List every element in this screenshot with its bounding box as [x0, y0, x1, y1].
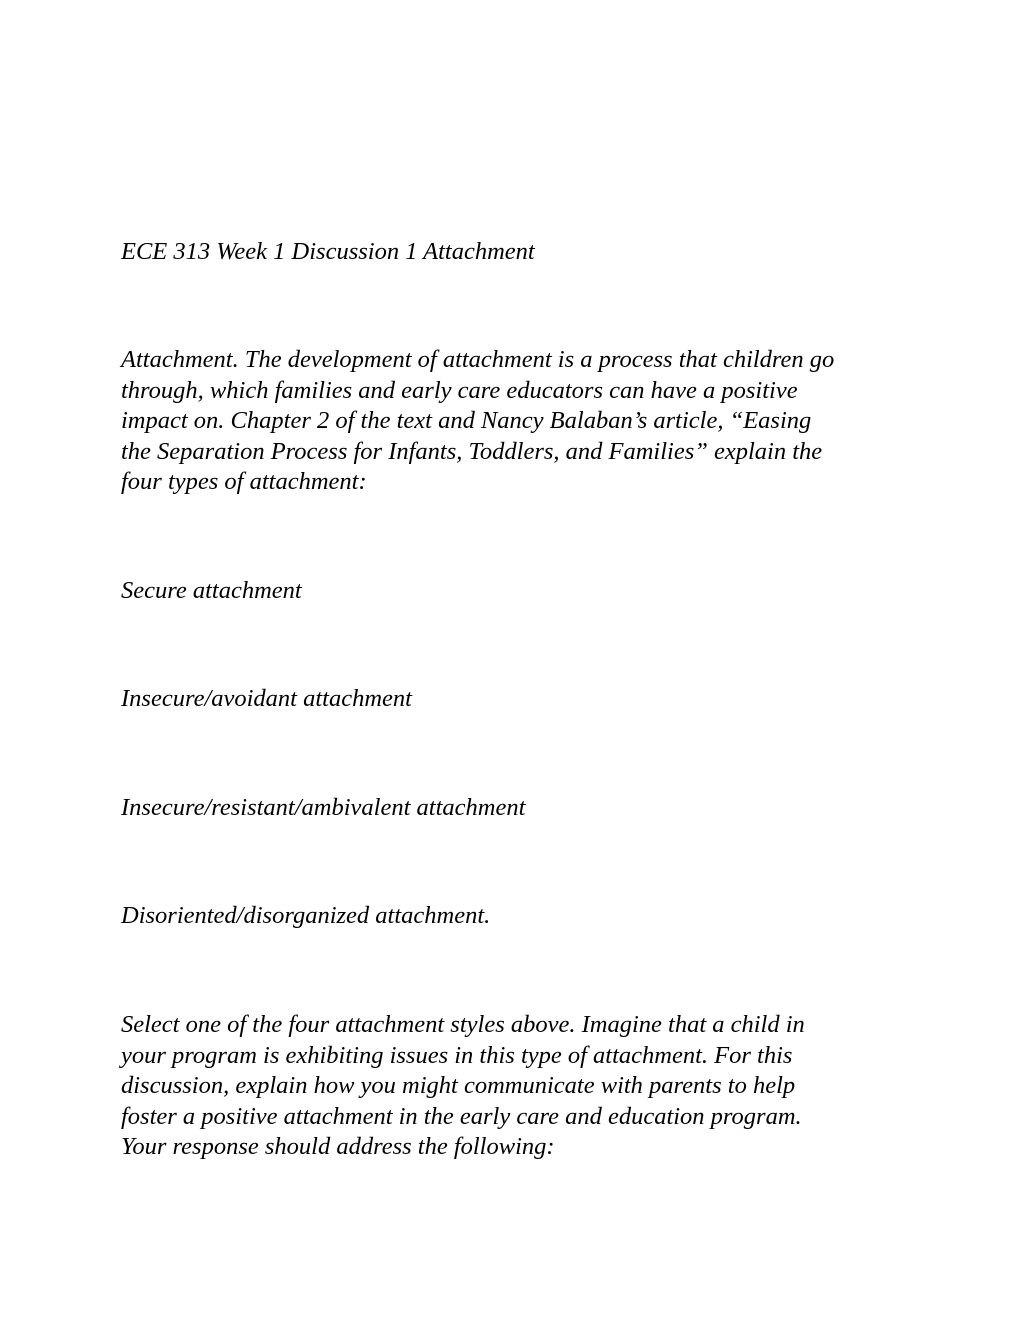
prompt-line: foster a positive attachment in the early care and education program.	[121, 1102, 802, 1130]
attachment-type-avoidant: Insecure/avoidant attachment	[121, 685, 412, 712]
intro-line: the Separation Process for Infants, Toddlers, and Families” explain the	[121, 437, 823, 465]
attachment-type-secure: Secure attachment	[121, 577, 302, 604]
intro-line: four types of attachment:	[121, 468, 367, 495]
intro-line: impact on. Chapter 2 of the text and Nancy Balaban’s article, “Easing	[121, 407, 812, 434]
intro-line: through, which families and early care educators can have a positive	[121, 376, 798, 404]
intro-line: Attachment. The development of attachment is a process that children go	[121, 346, 835, 373]
attachment-type-disorganized: Disoriented/disorganized attachment.	[121, 902, 491, 929]
prompt-line: Select one of the four attachment styles above. Imagine that a child in	[121, 1011, 805, 1038]
attachment-type-resistant: Insecure/resistant/ambivalent attachment	[121, 794, 526, 821]
prompt-line: your program is exhibiting issues in this type of attachment. For this	[121, 1041, 793, 1069]
prompt-paragraph	[121, 1010, 805, 1163]
prompt-line: discussion, explain how you might communicate with parents to help	[121, 1072, 796, 1099]
intro-paragraph	[121, 345, 834, 498]
document-title: ECE 313 Week 1 Discussion 1 Attachment	[121, 238, 535, 265]
prompt-line: Your response should address the following:	[121, 1133, 555, 1160]
